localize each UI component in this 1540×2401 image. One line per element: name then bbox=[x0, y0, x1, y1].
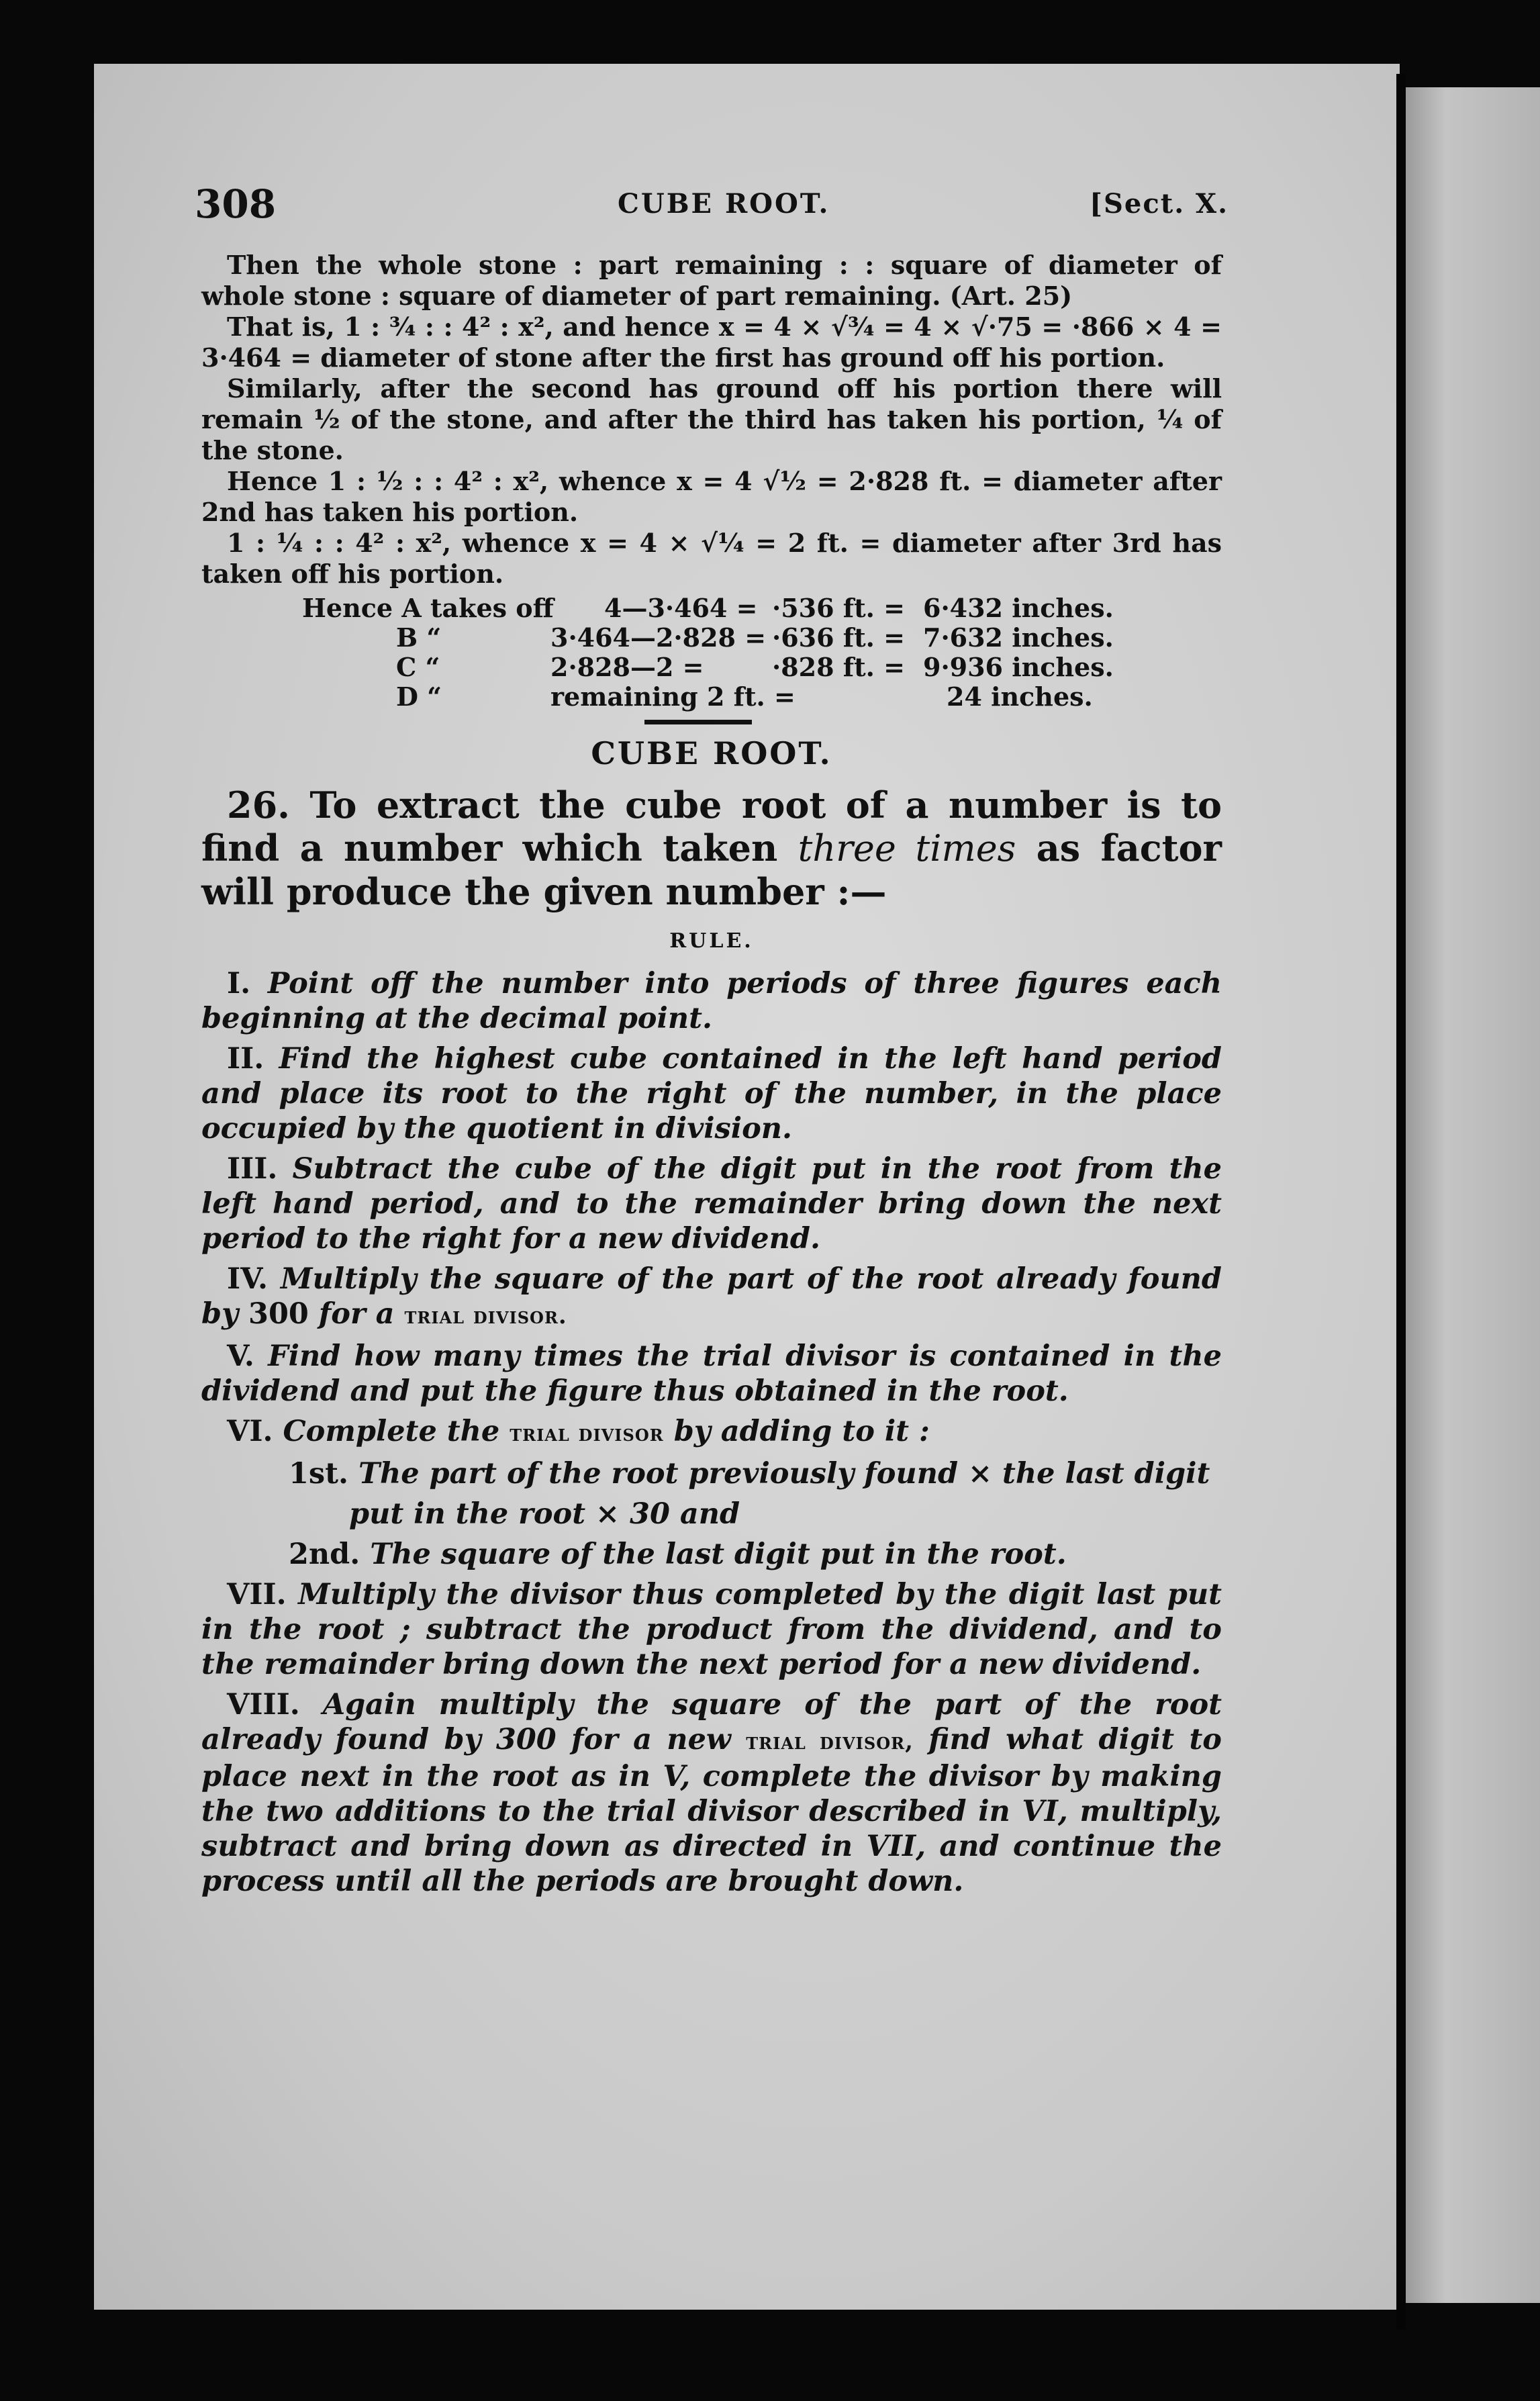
solution-line: Then the whole stone : part remaining : : square of diameter of whole stone : square of diameter of part remaining. (Art. 25) bbox=[201, 250, 1222, 311]
definition-text: as factor will produce the given number :— bbox=[201, 827, 1222, 913]
rule-text: Complete the bbox=[283, 1415, 500, 1448]
rule-number: VI. bbox=[227, 1415, 273, 1448]
page-header bbox=[195, 181, 1229, 228]
rule-text: Multiply the divisor thus completed by the digit last put in the root ; subtract the product from the dividend, and to the remainder bring down the next period for a new dividend. bbox=[201, 1578, 1222, 1681]
solution-line: 1 : ¼ : : 4² : x², whence x = 4 × √¼ = 2 ft. = diameter after 3rd has taken off his portion. bbox=[201, 528, 1222, 589]
rule-small-caps: trial divisor bbox=[510, 1420, 664, 1447]
adjacent-page-edge bbox=[1406, 87, 1540, 2303]
rule-number: IV. bbox=[227, 1262, 268, 1296]
solution-line: Hence 1 : ½ : : 4² : x², whence x = 4 √½ = 2·828 ft. = diameter after 2nd has taken his portion. bbox=[201, 466, 1222, 527]
section-divider bbox=[644, 720, 752, 724]
table-cell-inches: 9·936 inches. bbox=[923, 652, 1114, 682]
rule-number: II. bbox=[227, 1042, 264, 1076]
results-table bbox=[201, 593, 1222, 712]
table-row bbox=[201, 594, 1222, 623]
rule-number: III. bbox=[227, 1152, 278, 1186]
section-marker: [Sect. X. bbox=[1090, 188, 1229, 220]
running-title: CUBE ROOT. bbox=[618, 188, 830, 220]
rule-number: I. bbox=[227, 967, 251, 1000]
previous-solution bbox=[201, 250, 1222, 590]
rule-item bbox=[201, 1687, 1222, 1899]
section-heading: CUBE ROOT. bbox=[591, 735, 832, 771]
table-row bbox=[201, 682, 1222, 712]
rule-item bbox=[201, 1041, 1222, 1146]
table-row bbox=[201, 653, 1222, 682]
table-row bbox=[201, 623, 1222, 653]
rule-subitem-continuation: put in the root × 30 and bbox=[349, 1497, 740, 1531]
table-cell-inches: 24 inches. bbox=[947, 681, 1093, 712]
rule-number-value: 300 bbox=[248, 1297, 309, 1331]
table-cell-inches: 6·432 inches. bbox=[923, 593, 1114, 623]
rule-item bbox=[201, 1414, 1222, 1451]
rule-heading: RULE. bbox=[669, 929, 754, 953]
rule-text: Find the highest cube contained in the left hand period and place its root to the right of the number, in the place occupied by the quotient in division. bbox=[201, 1042, 1222, 1145]
rule-item bbox=[201, 966, 1222, 1036]
rule-item bbox=[201, 1262, 1222, 1333]
rule-text: Multiply the square of the part of the root already found by bbox=[201, 1262, 1222, 1331]
subitem-text: The square of the last digit put in the root. bbox=[370, 1538, 1067, 1571]
rule-subitem bbox=[201, 1537, 1222, 1572]
rule-item bbox=[201, 1577, 1222, 1682]
rule-text: Again multiply the square of the part of the root already found by 300 for a new bbox=[201, 1688, 1222, 1756]
subitem-label: 2nd. bbox=[289, 1538, 360, 1571]
rule-small-caps: trial divisor, bbox=[746, 1728, 914, 1755]
table-cell-ft: ·828 ft. = bbox=[772, 652, 905, 682]
table-cell-who: D “ bbox=[396, 681, 442, 712]
rule-text: find what digit to place next in the root as in V, complete the divisor by making the two additions to the trial divisor described in VI, multiply, subtract and bring down as directed in VII, and continue the process until all the periods are brought down. bbox=[201, 1723, 1222, 1898]
table-cell-ft: ·536 ft. = bbox=[772, 593, 905, 623]
table-cell-expr: 2·828—2 = bbox=[550, 652, 704, 682]
page-number: 308 bbox=[195, 181, 277, 227]
rule-small-caps: trial divisor. bbox=[404, 1303, 567, 1329]
table-cell-who: B “ bbox=[396, 622, 442, 653]
rule-number: VII. bbox=[227, 1578, 287, 1611]
table-cell-expr: 3·464—2·828 = bbox=[550, 622, 767, 653]
table-cell-who: Hence A takes off bbox=[302, 593, 554, 623]
subitem-text: The part of the root previously found × the last digit bbox=[358, 1457, 1210, 1491]
definition-paragraph bbox=[201, 784, 1222, 913]
table-cell-who: C “ bbox=[396, 652, 440, 682]
rule-number: V. bbox=[227, 1339, 254, 1373]
article-number: 26. bbox=[227, 784, 290, 827]
rule-subitem bbox=[201, 1456, 1222, 1491]
rule-text: Find how many times the trial divisor is contained in the dividend and put the figure thus obtained in the root. bbox=[201, 1339, 1222, 1408]
rule-number: VIII. bbox=[227, 1688, 300, 1722]
page-content bbox=[195, 181, 1229, 1904]
subitem-label: 1st. bbox=[289, 1457, 348, 1491]
table-cell-ft: ·636 ft. = bbox=[772, 622, 905, 653]
rule-text: for a bbox=[318, 1297, 395, 1331]
rule-text: Point off the number into periods of three figures each beginning at the decimal point. bbox=[201, 967, 1222, 1035]
table-cell-expr: remaining 2 ft. = bbox=[550, 681, 796, 712]
rules-list bbox=[201, 966, 1222, 1899]
solution-line: That is, 1 : ¾ : : 4² : x², and hence x = 4 × √¾ = 4 × √·75 = ·866 × 4 = 3·464 = diameter of stone after the first has ground off his portion. bbox=[201, 312, 1222, 373]
rule-text: Subtract the cube of the digit put in the root from the left hand period, and to the remainder bring down the next period to the right for a new dividend. bbox=[201, 1152, 1222, 1256]
table-cell-inches: 7·632 inches. bbox=[923, 622, 1114, 653]
book-spine bbox=[1396, 74, 1406, 2330]
definition-emphasis: three times bbox=[798, 827, 1016, 869]
rule-text: by adding to it : bbox=[673, 1415, 930, 1448]
rule-item bbox=[201, 1339, 1222, 1409]
rule-item bbox=[201, 1151, 1222, 1256]
table-cell-expr: 4—3·464 = bbox=[604, 593, 758, 623]
definition-text: To extract the cube root of a number is to find a number which taken bbox=[201, 784, 1222, 869]
solution-line: Similarly, after the second has ground off his portion there will remain ½ of the stone, and after the third has taken his portion, ¼ of the stone. bbox=[201, 373, 1222, 465]
